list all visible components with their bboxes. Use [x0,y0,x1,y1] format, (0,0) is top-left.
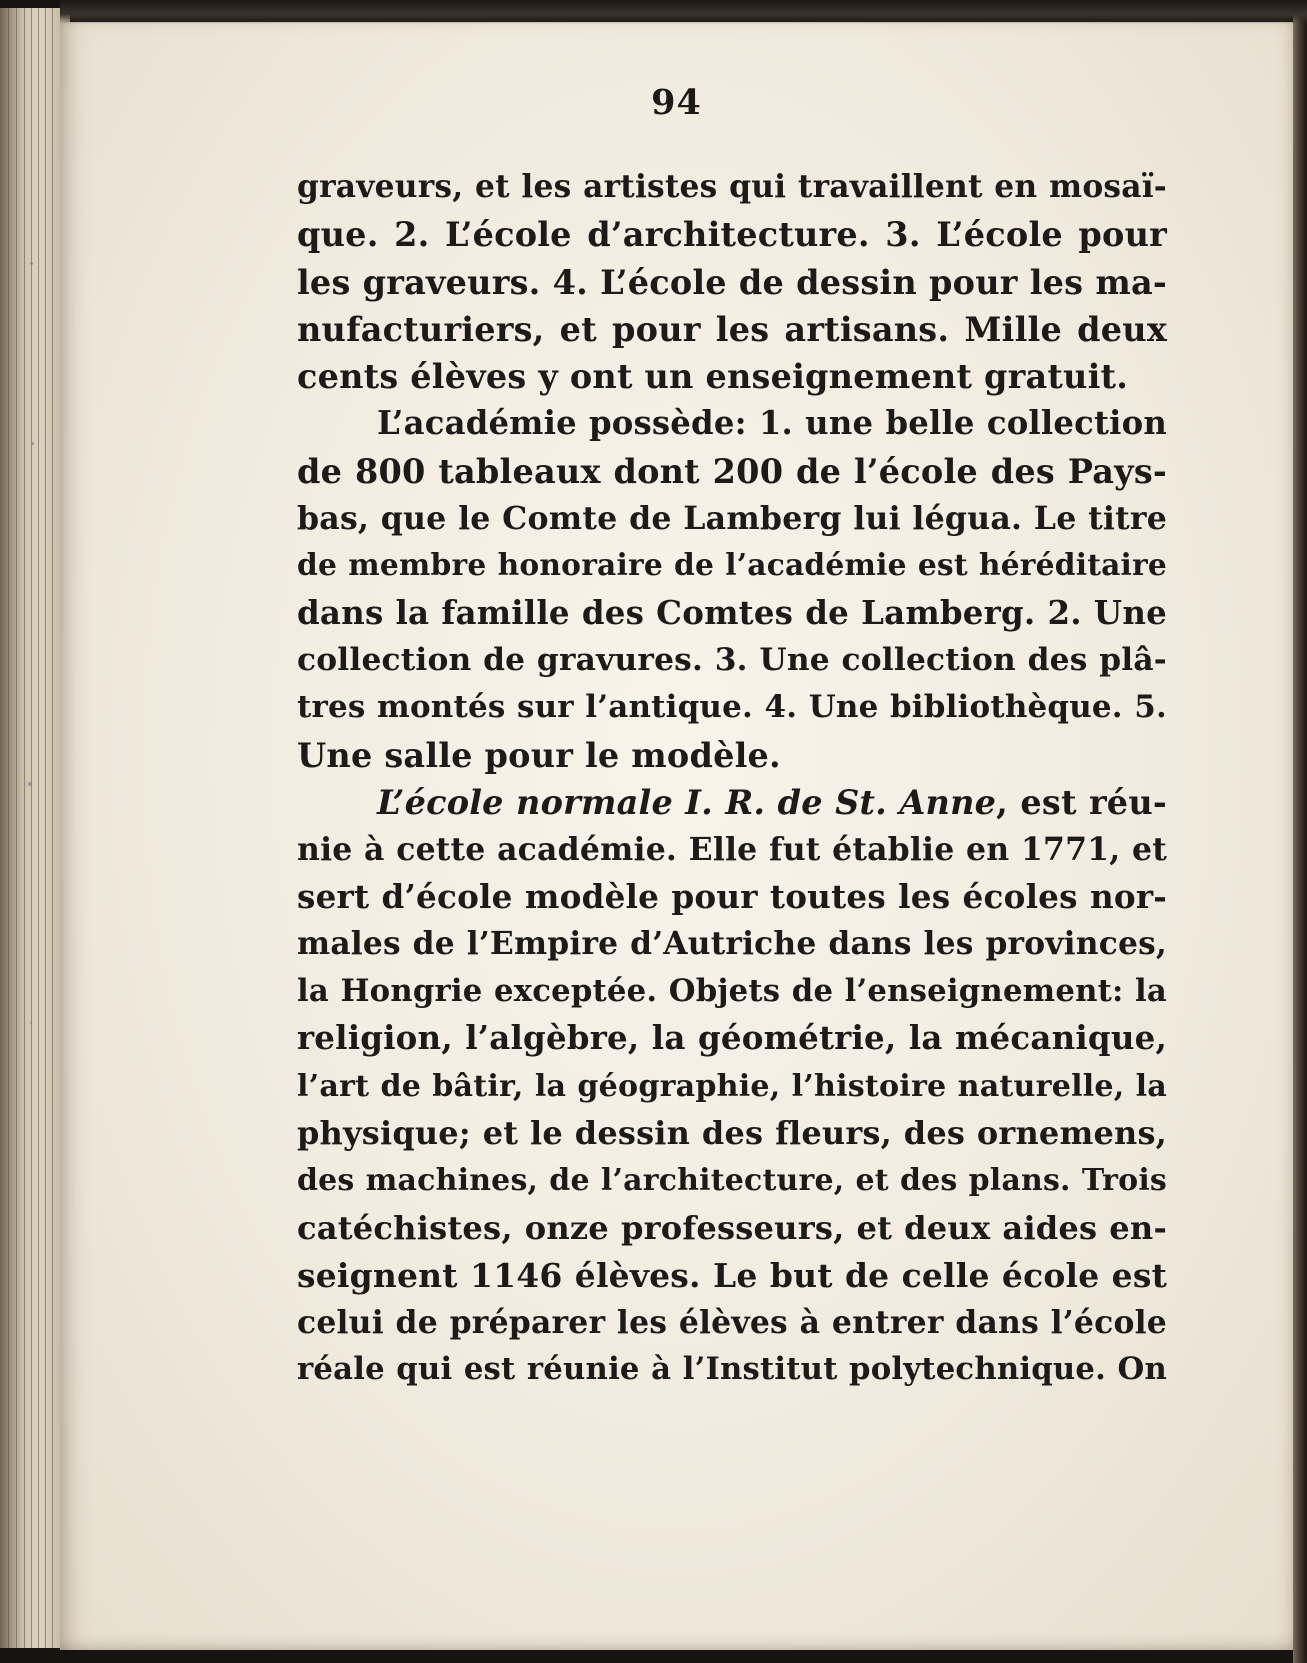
text-fragment: , est réu- [996,782,1167,822]
text-line: graveurs, et les artistes qui travaillent en mosaï- [297,169,1167,205]
text-line: celui de préparer les élèves à entrer dans l’école [297,1304,1167,1342]
text-line: seignent 1146 élèves. Le but de celle école est [297,1255,1167,1295]
text-line: les graveurs. 4. L’école de dessin pour les ma- [297,262,1167,302]
text-line: réale qui est réunie à l’Institut polytechnique. On [297,1351,1167,1388]
text-line: physique; et le dessin des fleurs, des ornemens, [297,1113,1167,1152]
text-line: de membre honoraire de l’académie est héréditaire [297,548,1167,584]
text-line: nie à cette académie. Elle fut établie en 1771, et [297,831,1167,869]
text-line: males de l’Empire d’Autriche dans les provinces, [297,925,1167,962]
text-line: l’art de bâtir, la géographie, l’histoire naturelle, la [297,1068,1167,1104]
page-number: 94 [651,82,702,123]
italic-heading: L’école normale I. R. de St. Anne [377,782,997,822]
text-line: que. 2. L’école d’architecture. 3. L’école pour [297,215,1167,255]
text-line: tres montés sur l’antique. 4. Une bibliothèque. 5. [297,689,1167,726]
book-cover-edge [1293,0,1307,1663]
top-shadow [60,0,1307,24]
text-line: la Hongrie exceptée. Objets de l’enseignement: la [297,973,1167,1010]
text-line: des machines, de l’architecture, et des plans. Trois [297,1163,1167,1199]
book-page [60,22,1293,1650]
text-line: de 800 tableaux dont 200 de l’école des Pays- [297,451,1167,491]
text-line: cents élèves y ont un enseignement gratuit. [297,357,1129,397]
body-text [297,164,1167,1394]
text-line: bas, que le Comte de Lamberg lui légua. Le titre [297,500,1167,538]
text-line: Une salle pour le modèle. [297,735,781,775]
text-line: collection de gravures. 3. Une collection des plâ- [297,641,1167,678]
text-line: catéchistes, onze professeurs, et deux aides en- [297,1208,1167,1247]
text-line: L’académie possède: 1. une belle collection [377,404,1167,443]
text-line-lead [297,779,1167,826]
text-line: religion, l’algèbre, la géométrie, la mécanique, [297,1019,1167,1058]
text-line: dans la famille des Comtes de Lamberg. 2. Une [297,593,1167,632]
text-line: sert d’école modèle pour toutes les écoles nor- [297,877,1167,917]
text-line: nufacturiers, et pour les artisans. Mille deux [297,309,1167,349]
